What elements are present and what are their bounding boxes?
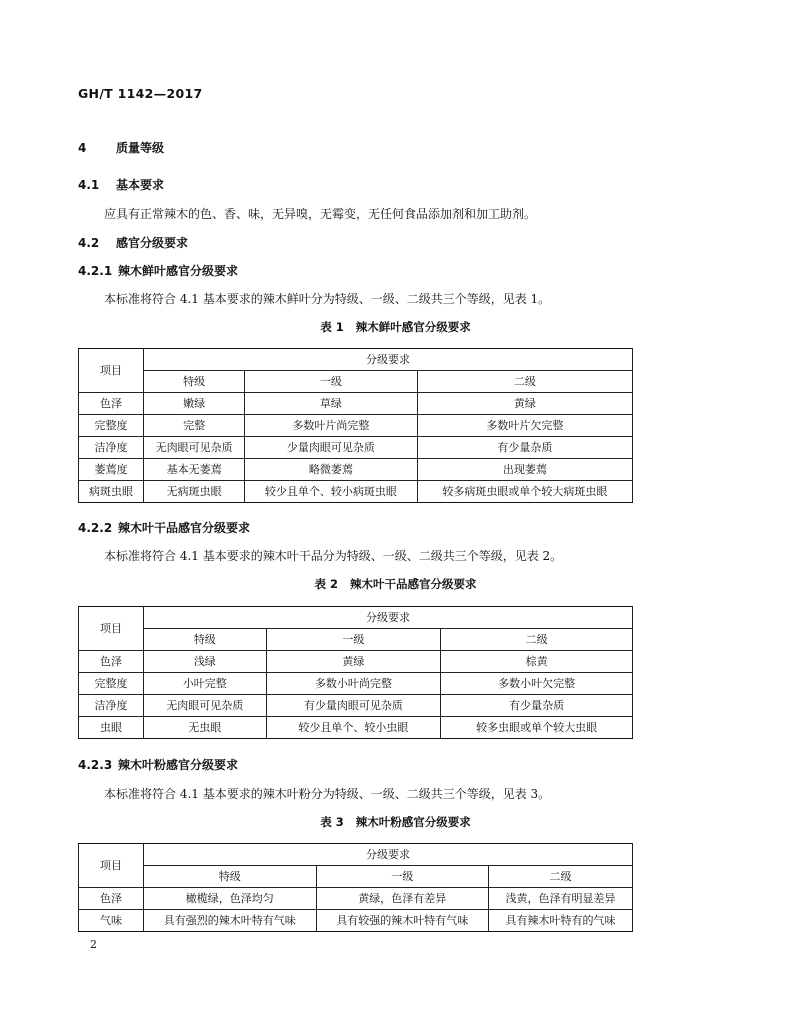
table-row (79, 888, 633, 910)
table-cell: 多数小叶欠完整 (441, 673, 633, 695)
table-cell: 具有强烈的辣木叶特有气味 (144, 910, 317, 932)
section-4-1-text: 应具有正常辣木的色、香、味，无异嗅，无霉变，无任何食品添加剂和加工助剂。 (104, 207, 537, 221)
row-item: 完整度 (79, 415, 144, 437)
table-3-caption (0, 814, 791, 830)
table-row (79, 651, 633, 673)
table-cell: 有少量杂质 (417, 437, 632, 459)
table-cell: 略微萎蔫 (245, 459, 418, 481)
table-cell: 较少且单个、较小虫眼 (266, 717, 441, 739)
table-cell: 较多虫眼或单个较大虫眼 (441, 717, 633, 739)
grade-header: 特级 (144, 629, 267, 651)
table-row (79, 459, 633, 481)
table-cell: 无肉眼可见杂质 (144, 437, 245, 459)
table-cell: 多数叶片尚完整 (245, 415, 418, 437)
table-row (79, 910, 633, 932)
row-item: 病斑虫眼 (79, 481, 144, 503)
section-4-2-1-text: 本标准将符合 4.1 基本要求的辣木鲜叶分为特级、一级、二级共三个等级，见表 1。 (104, 292, 551, 306)
section-4-2-3-heading (78, 756, 238, 773)
section-4-heading (78, 139, 164, 156)
table-cell: 黄绿，色泽有差异 (316, 888, 489, 910)
grade-header: 特级 (144, 371, 245, 393)
section-number: 4.2.2 (78, 521, 113, 535)
caption-title: 辣木鲜叶感官分级要求 (355, 320, 471, 334)
section-number: 4.1 (78, 178, 100, 192)
table-cell: 黄绿 (266, 651, 441, 673)
grade-header-row (79, 866, 633, 888)
item-header: 项目 (79, 349, 144, 393)
table-cell: 黄绿 (417, 393, 632, 415)
caption-title: 辣木叶粉感官分级要求 (355, 815, 471, 829)
row-item: 色泽 (79, 888, 144, 910)
table-cell: 具有较强的辣木叶特有气味 (316, 910, 489, 932)
table-cell: 多数小叶尚完整 (266, 673, 441, 695)
section-4-2-2-heading (78, 519, 250, 536)
table-2-caption (0, 576, 791, 592)
row-item: 洁净度 (79, 695, 144, 717)
table-cell: 小叶完整 (144, 673, 267, 695)
table-header-row (79, 349, 633, 371)
caption-number: 表 3 (320, 815, 344, 829)
table-cell: 浅黄，色泽有明显差异 (489, 888, 633, 910)
document-code: GH/T 1142—2017 (78, 86, 203, 101)
section-title: 感官分级要求 (116, 236, 189, 250)
table-row (79, 393, 633, 415)
table-cell: 无虫眼 (144, 717, 267, 739)
section-number: 4 (78, 141, 87, 155)
section-4-2-1-heading (78, 262, 238, 279)
table-row (79, 437, 633, 459)
row-item: 完整度 (79, 673, 144, 695)
table-row (79, 673, 633, 695)
grade-header-row (79, 629, 633, 651)
section-4-1-heading (78, 176, 164, 193)
caption-number: 表 1 (320, 320, 344, 334)
caption-number: 表 2 (314, 577, 338, 591)
section-title: 辣木叶粉感官分级要求 (118, 758, 239, 772)
section-number: 4.2.1 (78, 264, 113, 278)
table-cell: 浅绿 (144, 651, 267, 673)
table-cell: 具有辣木叶特有的气味 (489, 910, 633, 932)
grade-group-header: 分级要求 (144, 349, 633, 371)
table-1 (78, 348, 633, 503)
item-header: 项目 (79, 844, 144, 888)
section-title: 辣木叶干品感官分级要求 (118, 521, 251, 535)
table-cell: 橄榄绿，色泽均匀 (144, 888, 317, 910)
page-number: 2 (90, 938, 97, 951)
row-item: 色泽 (79, 651, 144, 673)
grade-header-row (79, 371, 633, 393)
grade-header: 二级 (417, 371, 632, 393)
grade-header: 一级 (245, 371, 418, 393)
grade-group-header: 分级要求 (144, 844, 633, 866)
section-title: 基本要求 (116, 178, 165, 192)
grade-header: 特级 (144, 866, 317, 888)
table-1-caption (0, 319, 791, 335)
section-number: 4.2.3 (78, 758, 113, 772)
section-4-2-2-text: 本标准将符合 4.1 基本要求的辣木叶干品分为特级、一级、二级共三个等级，见表 2。 (104, 549, 563, 563)
table-cell: 有少量杂质 (441, 695, 633, 717)
table-cell: 多数叶片欠完整 (417, 415, 632, 437)
section-number: 4.2 (78, 236, 100, 250)
row-item: 气味 (79, 910, 144, 932)
table-2 (78, 606, 633, 739)
table-cell: 完整 (144, 415, 245, 437)
section-title: 质量等级 (116, 141, 165, 155)
table-cell: 出现萎蔫 (417, 459, 632, 481)
table-cell: 无病斑虫眼 (144, 481, 245, 503)
table-row (79, 695, 633, 717)
table-cell: 有少量肉眼可见杂质 (266, 695, 441, 717)
section-title: 辣木鲜叶感官分级要求 (118, 264, 239, 278)
table-header-row (79, 844, 633, 866)
table-cell: 基本无萎蔫 (144, 459, 245, 481)
grade-header: 二级 (441, 629, 633, 651)
grade-header: 一级 (316, 866, 489, 888)
table-cell: 无肉眼可见杂质 (144, 695, 267, 717)
row-item: 洁净度 (79, 437, 144, 459)
row-item: 色泽 (79, 393, 144, 415)
table-cell: 较少且单个、较小病斑虫眼 (245, 481, 418, 503)
section-4-2-heading (78, 234, 188, 251)
table-cell: 较多病斑虫眼或单个较大病斑虫眼 (417, 481, 632, 503)
table-row (79, 415, 633, 437)
table-cell: 草绿 (245, 393, 418, 415)
table-cell: 棕黄 (441, 651, 633, 673)
grade-header: 二级 (489, 866, 633, 888)
table-row (79, 481, 633, 503)
section-4-2-3-text: 本标准将符合 4.1 基本要求的辣木叶粉分为特级、一级、二级共三个等级，见表 3。 (104, 787, 551, 801)
table-cell: 嫩绿 (144, 393, 245, 415)
table-3 (78, 843, 633, 932)
row-item: 虫眼 (79, 717, 144, 739)
table-cell: 少量肉眼可见杂质 (245, 437, 418, 459)
table-header-row (79, 607, 633, 629)
caption-title: 辣木叶干品感官分级要求 (350, 577, 477, 591)
grade-group-header: 分级要求 (144, 607, 633, 629)
item-header: 项目 (79, 607, 144, 651)
grade-header: 一级 (266, 629, 441, 651)
row-item: 萎蔫度 (79, 459, 144, 481)
table-row (79, 717, 633, 739)
